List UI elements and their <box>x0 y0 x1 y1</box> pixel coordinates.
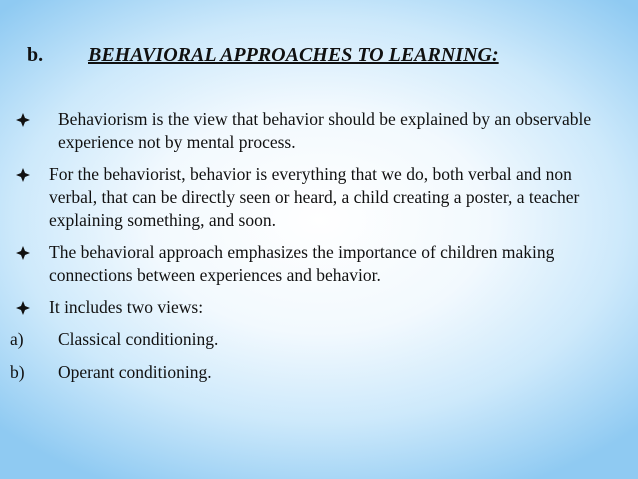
bullet-text: It includes two views: <box>49 297 204 317</box>
diamond-bullet-icon <box>16 168 30 182</box>
bullet-text: The behavioral approach emphasizes the importance of children making connections between experiences and behavior. <box>49 242 555 285</box>
slide-heading <box>27 44 627 74</box>
bullet-item <box>10 108 620 154</box>
bullet-list <box>10 108 620 394</box>
diamond-bullet-icon <box>16 113 30 127</box>
bullet-text: For the behaviorist, behavior is everything that we do, both verbal and non verbal, that can be directly seen or heard, a child creating a poster, a teacher explaining something, and soon. <box>49 164 580 230</box>
sub-item-marker: b) <box>10 362 25 382</box>
bullet-item <box>10 296 620 319</box>
diamond-bullet-icon <box>16 301 30 315</box>
sub-item-text: Classical conditioning. <box>58 329 219 349</box>
sub-item-marker: a) <box>10 329 24 349</box>
heading-title: BEHAVIORAL APPROACHES TO LEARNING: <box>88 44 499 66</box>
bullet-item <box>10 163 620 232</box>
diamond-bullet-icon <box>16 246 30 260</box>
heading-number: b. <box>27 44 44 66</box>
bullet-text: Behaviorism is the view that behavior should be explained by an observable experience not by mental process. <box>58 109 592 152</box>
sub-item-text: Operant conditioning. <box>58 362 212 382</box>
sub-item <box>10 361 620 384</box>
sub-item <box>10 328 620 351</box>
bullet-item <box>10 241 620 287</box>
